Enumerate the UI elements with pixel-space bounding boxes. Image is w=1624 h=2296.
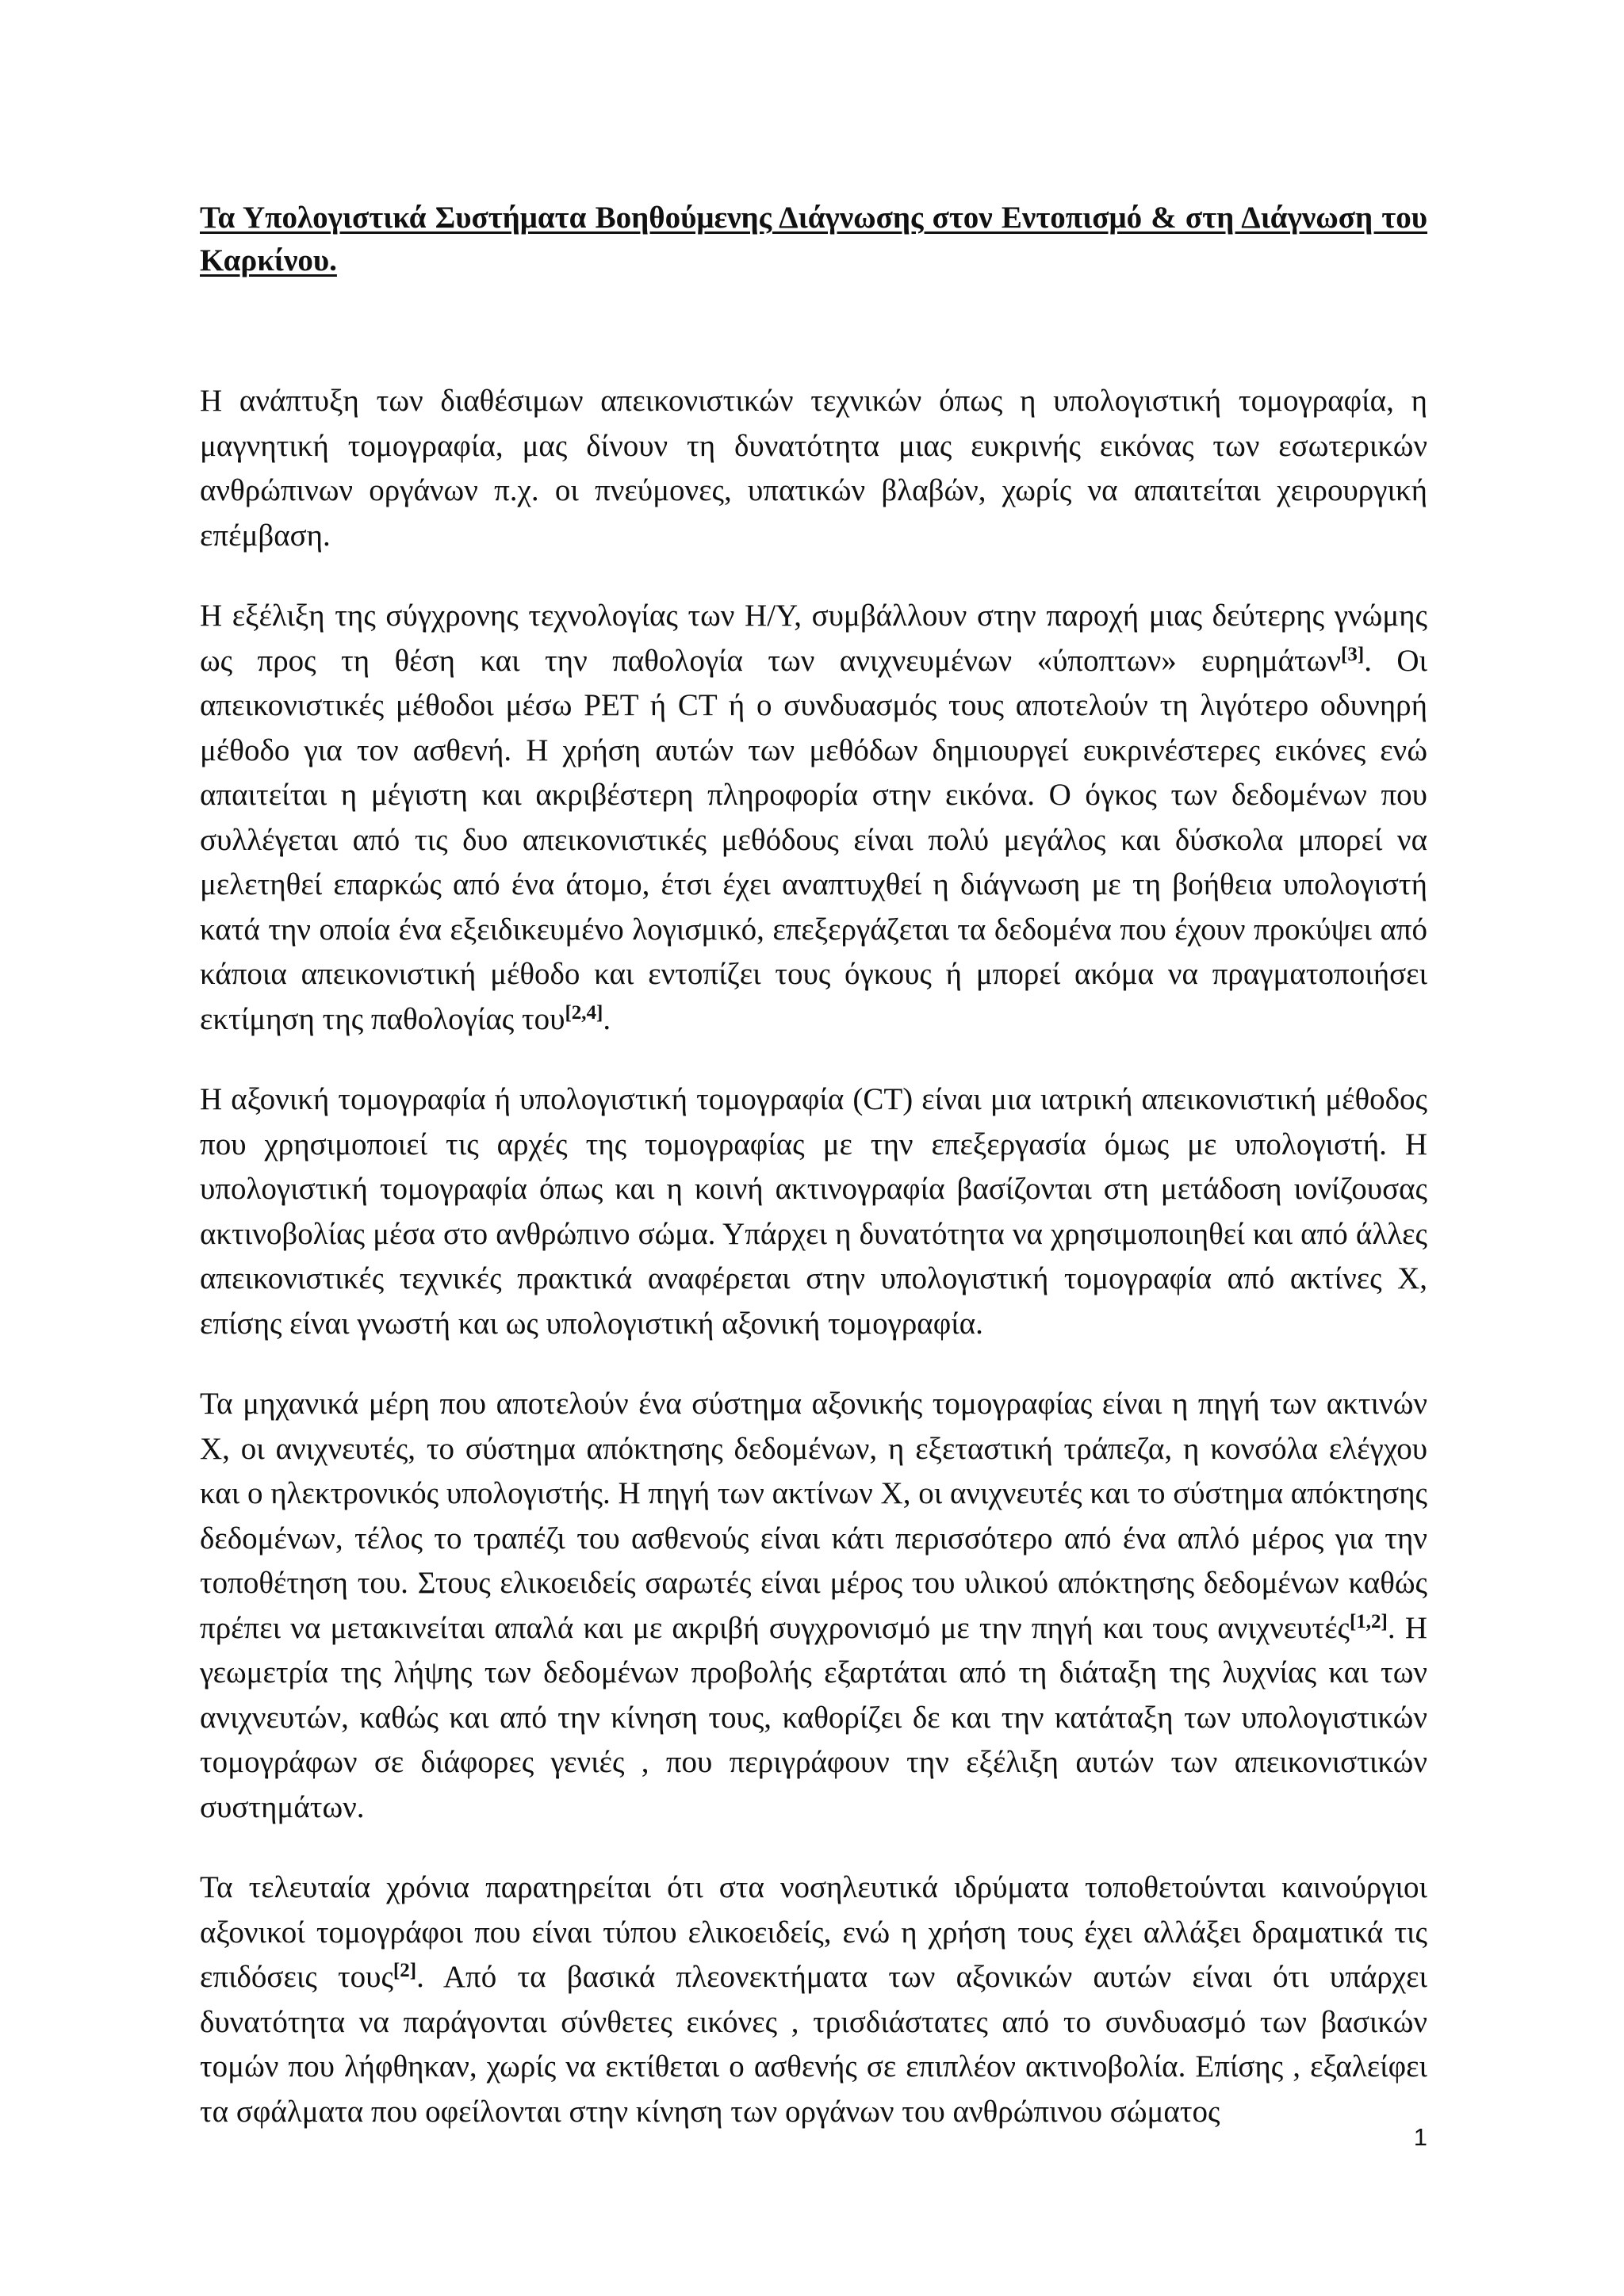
citation-reference: [2] — [393, 1960, 417, 1981]
paragraph-4 — [200, 1382, 1427, 1830]
paragraph-2 — [200, 594, 1427, 1042]
citation-reference: [2,4] — [565, 1001, 603, 1024]
citation-reference: [3] — [1341, 643, 1365, 665]
document-title: Τα Υπολογιστικά Συστήματα Βοηθούμενης Διάγνωσης στον Εντοπισμό & στη Διάγνωση του Καρκίνου. — [200, 201, 1427, 277]
paragraph-3 — [200, 1077, 1427, 1346]
paragraph-text: Η ανάπτυξη των διαθέσιμων απεικονιστικών τεχνικών όπως η υπολογιστική τομογραφία, η μαγνητική τομογραφία, μας δίνουν τη δυνατότητα μιας ευκρινής εικόνας των εσωτερικών ανθρώπινων οργάνων π.χ. οι πνεύμονες, υπατικών βλαβών, χωρίς να απαιτείται χειρουργική επέμβαση. — [200, 384, 1427, 553]
page-number: 1 — [1413, 2123, 1427, 2151]
paragraph-text: Η εξέλιξη της σύγχρονης τεχνολογίας των Η/Υ, συμβάλλουν στην παροχή μιας δεύτερης γνώμης ως προς τη θέση και την παθολογία των ανιχνευμένων «ύποπτων» ευρημάτων — [200, 599, 1427, 678]
citation-reference: [1,2] — [1349, 1610, 1388, 1632]
paragraph-text: . Η γεωμετρία της λήψης των δεδομένων προβολής εξαρτάται από τη διάταξη της λυχνίας και των ανιχνευτών, καθώς και από την κίνηση τους, καθορίζει δε και την κατάταξη των υπολογιστικών τομογράφων σε διάφορες γενιές , που περιγράφουν την εξέλιξη αυτών των απεικονιστικών συστημάτων. — [200, 1610, 1428, 1824]
paragraph-5 — [200, 1866, 1427, 2134]
paragraph-1 — [200, 379, 1427, 558]
paragraph-text: . Οι απεικονιστικές μέθοδοι μέσω PET ή CT ή ο συνδυασμός τους αποτελούν τη λιγότερο οδυνηρή μέθοδο για τον ασθενή. Η χρήση αυτών των μεθόδων δημιουργεί ευκρινέστερες εικόνες ενώ απαιτείται η μέγιστη και ακριβέστερη πληροφορία στην εικόνα. Ο όγκος των δεδομένων που συλλέγεται από τις δυο απεικονιστικές μεθόδους είναι πολύ μεγάλος και δύσκολα μπορεί να μελετηθεί επαρκώς από ένα άτομο, έτσι έχει αναπτυχθεί η διάγνωση με τη βοήθεια υπολογιστή κατά την οποία ένα εξειδικευμένο λογισμικό, επεξεργάζεται τα δεδομένα που έχουν προκύψει από κάποια απεικονιστική μέθοδο και εντοπίζει τους όγκους ή μπορεί ακόμα να πραγματοποιήσει εκτίμηση της παθολογίας του — [200, 643, 1427, 1036]
paragraph-text: Η αξονική τομογραφία ή υπολογιστική τομογραφία (CT) είναι μια ιατρική απεικονιστική μέθοδος που χρησιμοποιεί τις αρχές της τομογραφίας με την επεξεργασία όμως με υπολογιστή. Η υπολογιστική τομογραφία όπως και η κοινή ακτινογραφία βασίζονται στη μετάδοση ιονίζουσας ακτινοβολίας μέσα στο ανθρώπινο σώμα. Υπάρχει η δυνατότητα να χρησιμοποιηθεί και από άλλες απεικονιστικές τεχνικές πρακτικά αναφέρεται στην υπολογιστική τομογραφία από ακτίνες Χ, επίσης είναι γνωστή και ως υπολογιστική αξονική τομογραφία. — [200, 1082, 1427, 1341]
paragraph-text: . Από τα βασικά πλεονεκτήματα των αξονικών αυτών είναι ότι υπάρχει δυνατότητα να παράγονται σύνθετες εικόνες , τρισδιάστατες από το συνδυασμό των βασικών τομών που λήφθηκαν, χωρίς να εκτίθεται ο ασθενής σε επιπλέον ακτινοβολία. Επίσης , εξαλείφει τα σφάλματα που οφείλονται στην κίνηση των οργάνων του ανθρώπινου σώματος — [200, 1960, 1427, 2129]
page-content — [200, 197, 1427, 2170]
paragraph-text: Τα μηχανικά μέρη που αποτελούν ένα σύστημα αξονικής τομογραφίας είναι η πηγή των ακτινών Χ, οι ανιχνευτές, το σύστημα απόκτησης δεδομένων, η εξεταστική τράπεζα, η κονσόλα ελέγχου και ο ηλεκτρονικός υπολογιστής. Η πηγή των ακτίνων Χ, οι ανιχνευτές και το σύστημα απόκτησης δεδομένων, τέλος το τραπέζι του ασθενούς είναι κάτι περισσότερο από ένα απλό μέρος για την τοποθέτηση του. Στους ελικοειδείς σαρωτές είναι μέρος του υλικού απόκτησης δεδομένων καθώς πρέπει να μετακινείται απαλά και με ακριβή συγχρονισμό με την πηγή και τους ανιχνευτές — [200, 1387, 1428, 1645]
paragraph-text: Τα τελευταία χρόνια παρατηρείται ότι στα νοσηλευτικά ιδρύματα τοποθετούνται καινούργιοι αξονικοί τομογράφοι που είναι τύπου ελικοειδείς, ενώ η χρήση τους έχει αλλάξει δραματικά τις επιδόσεις τους — [200, 1870, 1427, 1994]
paragraph-text: . — [603, 1001, 611, 1036]
